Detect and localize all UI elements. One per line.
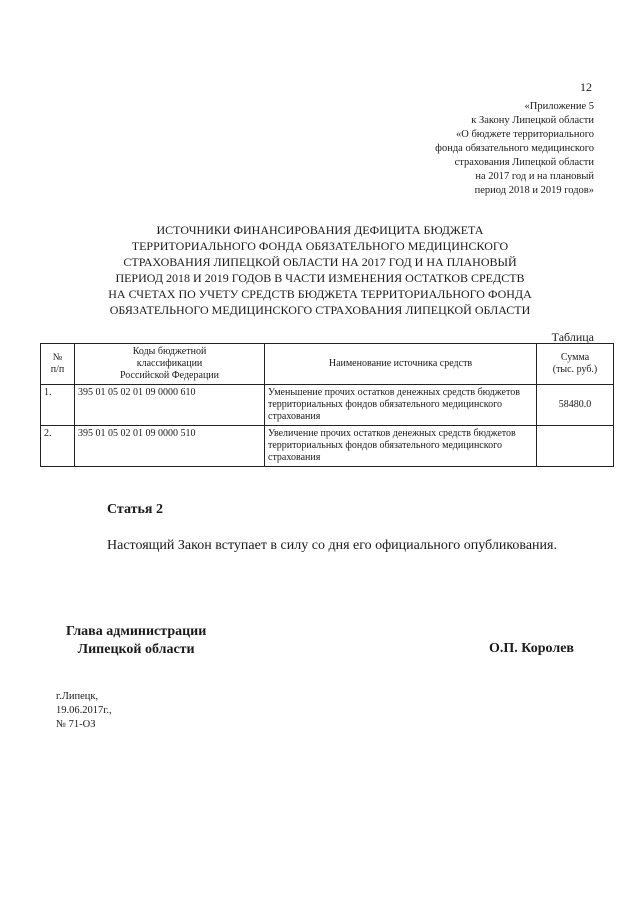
header-sum: Сумма (тыс. руб.) xyxy=(537,344,614,385)
table-row xyxy=(41,385,614,426)
appendix-note xyxy=(334,100,594,198)
cell-sum: 58480.0 xyxy=(537,385,614,426)
title-line: ОБЯЗАТЕЛЬНОГО МЕДИЦИНСКОГО СТРАХОВАНИЯ ЛИПЕЦКОЙ ОБЛАСТИ xyxy=(109,303,531,317)
header-name: Наименование источника средств xyxy=(265,344,537,385)
signatory-name: О.П. Королев xyxy=(489,641,574,656)
page-number: 12 xyxy=(580,80,592,94)
appendix-line: период 2018 и 2019 годов» xyxy=(474,185,594,196)
header-code: Коды бюджетной классификации Российской Федерации xyxy=(75,344,265,385)
title-line: ТЕРРИТОРИАЛЬНОГО ФОНДА ОБЯЗАТЕЛЬНОГО МЕДИЦИНСКОГО xyxy=(131,239,509,253)
document-meta xyxy=(56,690,112,732)
meta-date: 19.06.2017г., xyxy=(56,705,112,716)
title-line: ПЕРИОД 2018 И 2019 ГОДОВ В ЧАСТИ ИЗМЕНЕНИЯ ОСТАТКОВ СРЕДСТВ xyxy=(115,271,525,285)
appendix-line: фонда обязательного медицинского xyxy=(435,143,594,154)
appendix-line: «Приложение 5 xyxy=(524,101,594,112)
title-line: ИСТОЧНИКИ ФИНАНСИРОВАНИЯ ДЕФИЦИТА БЮДЖЕТА xyxy=(156,223,484,237)
article-text: Настоящий Закон вступает в силу со дня его официального опубликования. xyxy=(107,538,557,553)
signatory-position: Глава администрации Липецкой области xyxy=(66,624,207,657)
title-line: НА СЧЕТАХ ПО УЧЕТУ СРЕДСТВ БЮДЖЕТА ТЕРРИТОРИАЛЬНОГО ФОНДА xyxy=(108,287,532,301)
meta-number: № 71-ОЗ xyxy=(56,719,96,730)
document-title xyxy=(70,222,570,318)
cell-num: 2. xyxy=(41,426,75,467)
cell-num: 1. xyxy=(41,385,75,426)
appendix-line: к Закону Липецкой области xyxy=(471,115,594,126)
article-title: Статья 2 xyxy=(107,502,163,517)
table-row xyxy=(41,426,614,467)
title-line: СТРАХОВАНИЯ ЛИПЕЦКОЙ ОБЛАСТИ НА 2017 ГОД И НА ПЛАНОВЫЙ xyxy=(123,255,517,269)
sources-table xyxy=(40,343,614,467)
cell-code: 395 01 05 02 01 09 0000 610 xyxy=(75,385,265,426)
cell-code: 395 01 05 02 01 09 0000 510 xyxy=(75,426,265,467)
appendix-line: на 2017 год и на плановый xyxy=(475,171,594,182)
appendix-line: страхования Липецкой области xyxy=(454,157,594,168)
appendix-line: «О бюджете территориального xyxy=(456,129,594,140)
header-num: № п/п xyxy=(41,344,75,385)
table-label: Таблица xyxy=(551,330,594,344)
cell-name: Увеличение прочих остатков денежных средств бюджетов территориальных фондов обязательного медицинского страхования xyxy=(265,426,537,467)
cell-sum xyxy=(537,426,614,467)
table-header-row xyxy=(41,344,614,385)
meta-place: г.Липецк, xyxy=(56,691,99,702)
cell-name: Уменьшение прочих остатков денежных средств бюджетов территориальных фондов обязательного медицинского страхования xyxy=(265,385,537,426)
